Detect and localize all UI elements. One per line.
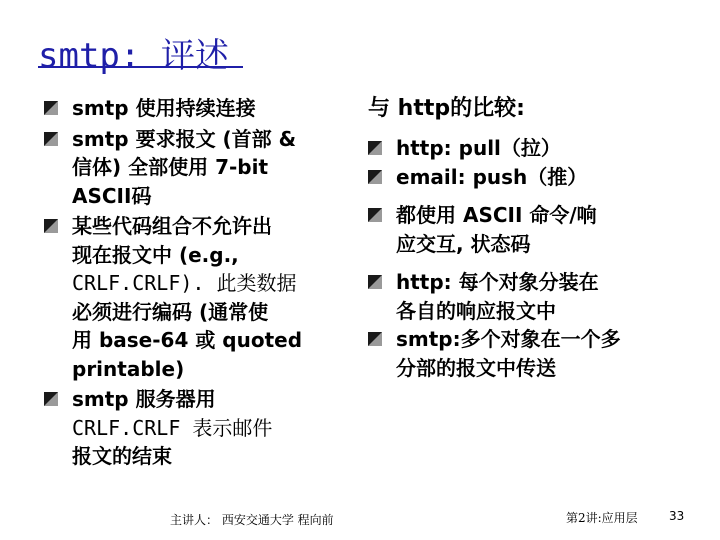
footer-lecturer: 主讲人： 西安交通大学 程向前 xyxy=(170,513,334,527)
right-bullet-item xyxy=(368,325,698,382)
right-bullet-list xyxy=(368,134,698,382)
bullet-text-line: smtp 服务器用 xyxy=(72,387,216,411)
bullet-text-line: CRLF.CRLF). 此类数据 xyxy=(72,271,297,295)
bullet-text-line: CRLF.CRLF 表示邮件 xyxy=(72,415,273,440)
bullet-text-line: 报文的结束 xyxy=(72,444,172,468)
list-spacer xyxy=(368,191,698,201)
left-bullet-item xyxy=(44,125,344,211)
square-bullet-icon xyxy=(368,141,382,155)
bullet-text-line: ASCII码 xyxy=(72,183,152,208)
right-bullet-item xyxy=(368,134,698,163)
title-underline xyxy=(38,66,243,68)
bullet-text-line: http: pull（拉） xyxy=(396,136,561,160)
bullet-text-line: smtp:多个对象在一个多 xyxy=(396,327,621,351)
footer-page-number: 33 xyxy=(669,509,685,523)
right-bullet-item xyxy=(368,268,698,325)
right-bullet-item xyxy=(368,163,698,192)
bullet-text-line: 现在报文中 (e.g., xyxy=(72,242,239,267)
bullet-text-line: 应交互, 状态码 xyxy=(396,231,531,256)
right-bullet-item xyxy=(368,201,698,258)
square-bullet-icon xyxy=(44,132,58,146)
bullet-text-line: 某些代码组合不允许出 xyxy=(72,214,272,238)
right-heading: 与 http的比较: xyxy=(368,96,525,121)
slide-title: smtp: 评述 xyxy=(38,36,229,76)
square-bullet-icon xyxy=(368,332,382,346)
square-bullet-icon xyxy=(44,101,58,115)
square-bullet-icon xyxy=(44,392,58,406)
bullet-text-line: 分部的报文中传送 xyxy=(396,355,556,380)
footer-chapter: 第2讲:应用层 xyxy=(566,511,638,525)
bullet-text-line: email: push（推） xyxy=(396,164,588,189)
bullet-text-line: printable) xyxy=(72,356,185,381)
bullet-text-line: 都使用 ASCII 命令/响 xyxy=(396,203,597,227)
list-spacer xyxy=(368,258,698,268)
bullet-text-line: smtp 要求报文 (首部 & xyxy=(72,126,297,151)
bullet-text-line: 各自的响应报文中 xyxy=(396,298,556,323)
left-bullet-item xyxy=(44,385,344,471)
square-bullet-icon xyxy=(368,275,382,289)
square-bullet-icon xyxy=(368,170,382,184)
bullet-text-line: 信体) 全部使用 7-bit xyxy=(72,155,269,179)
left-bullet-item xyxy=(44,212,344,383)
bullet-text-line: smtp 使用持续连接 xyxy=(72,96,256,120)
square-bullet-icon xyxy=(368,208,382,222)
bullet-text-line: 用 base-64 或 quoted xyxy=(72,328,303,352)
right-column xyxy=(368,94,698,382)
bullet-text-line: 必须进行编码 (通常使 xyxy=(72,299,269,324)
left-bullet-item xyxy=(44,94,344,123)
left-column xyxy=(44,94,344,473)
square-bullet-icon xyxy=(44,219,58,233)
bullet-text-line: http: 每个对象分装在 xyxy=(396,270,599,294)
